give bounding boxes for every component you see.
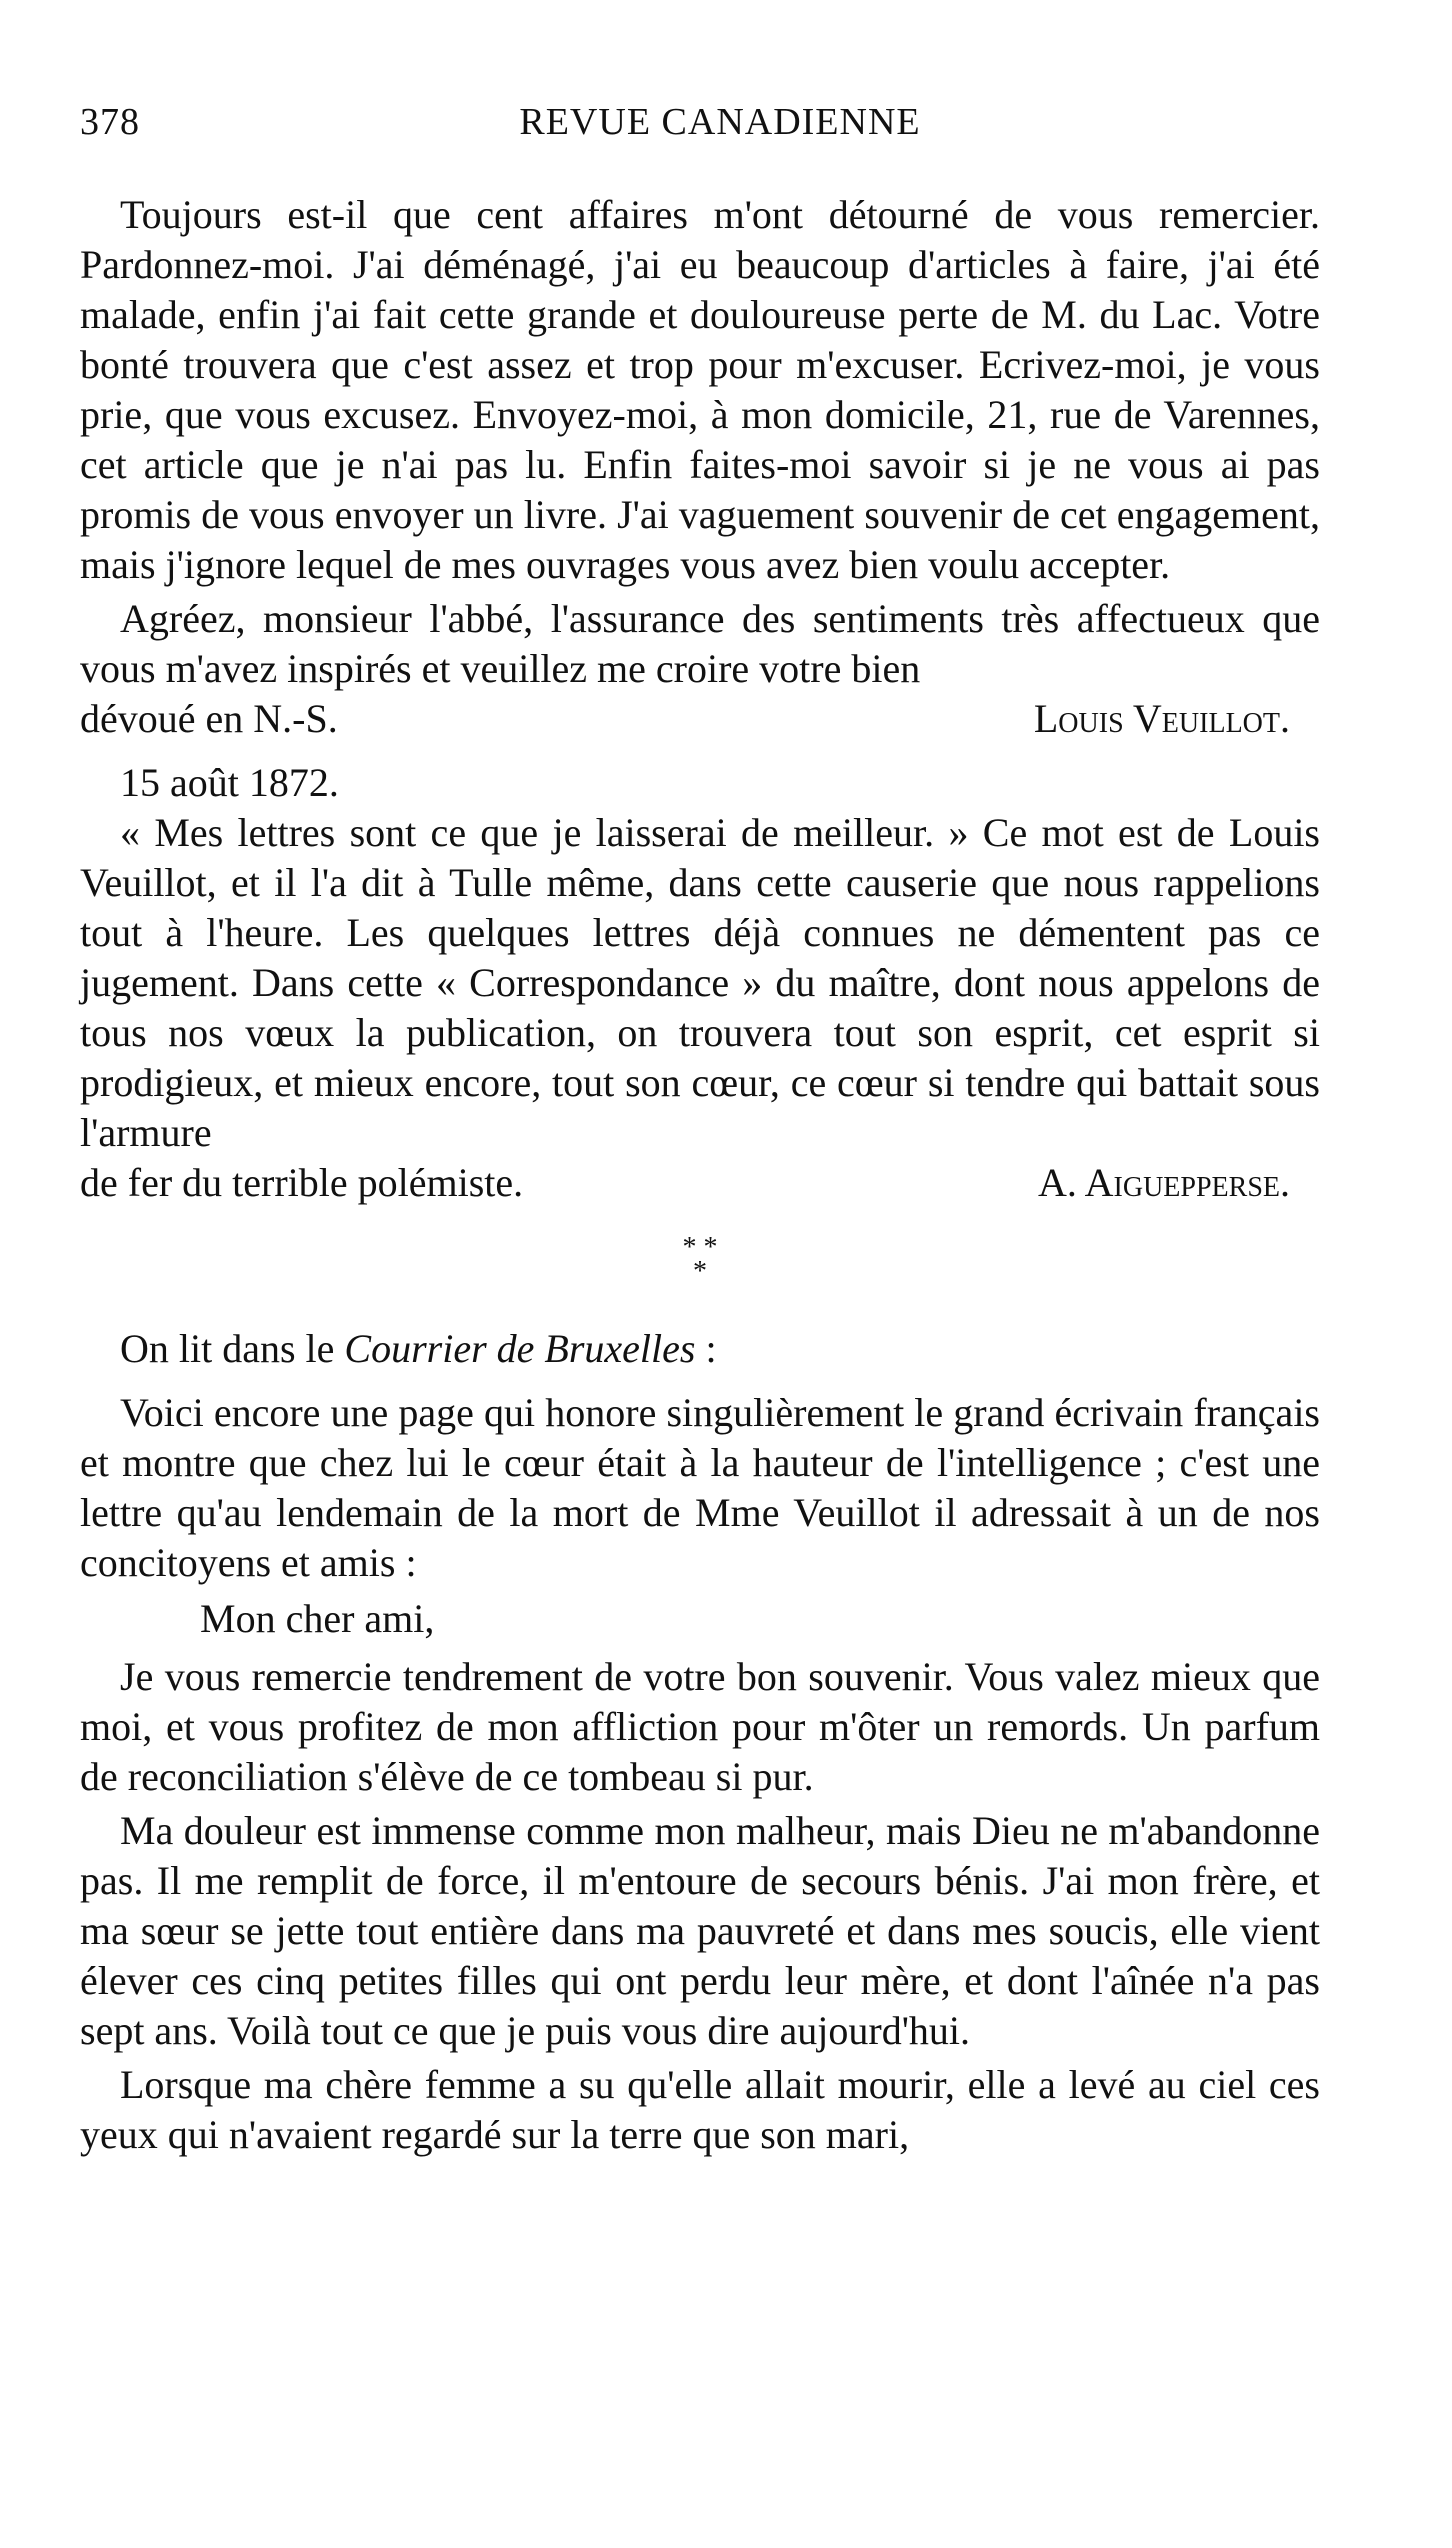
source-title: Courrier de Bruxelles (344, 1326, 696, 1371)
paragraph: Je vous remercie tendrement de votre bon souvenir. Vous valez mieux que moi, et vous profitez de mon affliction pour m'ôter un remords. Un parfum de reconciliation s'élève de ce tombeau si pur. (80, 1654, 1320, 1799)
closing-text: de fer du terrible polémiste. (80, 1160, 524, 1205)
intro-prefix: On lit dans le (120, 1326, 345, 1371)
section-separator (80, 1232, 1320, 1287)
paragraph: Toujours est-il que cent affaires m'ont détourné de vous remercier. Pardonnez-moi. J'ai déménagé, j'ai eu beaucoup d'articles à faire, j'ai été malade, enfin j'ai fait cette grande et douloureuse perte de M. du Lac. Votre bonté trouvera que c'est assez et trop pour m'excuser. Ecrivez-moi, je vous prie, que vous excusez. Envoyez-moi, à mon domicile, 21, rue de Varennes, cet article que je n'ai pas lu. Enfin faites-moi savoir si je ne vous ai pas promis de vous envoyer un livre. J'ai vaguement souvenir de cet engagement, mais j'ignore lequel de mes ouvrages vous avez bien voulu accepter. (80, 192, 1320, 587)
paragraph: Voici encore une page qui honore singulièrement le grand écrivain français et montre que chez lui le cœur était à la hauteur de l'intelligence ; c'est une lettre qu'au lendemain de la mort de Mme Veuillot il adressait à un de nos concitoyens et amis : (80, 1390, 1320, 1585)
dateline: 15 août 1872. (120, 760, 339, 805)
document-page (80, 100, 1320, 2164)
separator-stars-bottom: * (693, 1256, 707, 1287)
intro-suffix: : (695, 1326, 717, 1371)
paragraph: Agréez, monsieur l'abbé, l'assurance des sentiments très affectueux que vous m'avez inspirés et veuillez me croire votre bien (80, 596, 1320, 691)
paragraph: Ma douleur est immense comme mon malheur, mais Dieu ne m'abandonne pas. Il me remplit de force, il m'entoure de secours bénis. J'ai mon frère, et ma sœur se jette tout entière dans ma pauvreté et dans mes soucis, elle vient élever ces cinq petites filles qui ont perdu leur mère, et dont l'aînée n'a pas sept ans. Voilà tout ce que je puis vous dire aujourd'hui. (80, 1808, 1320, 2053)
closing-line (80, 1158, 1320, 1208)
page-header (80, 100, 1320, 160)
running-title: REVUE CANADIENNE (519, 101, 921, 143)
separator-stars-top: * * (682, 1232, 718, 1263)
closing-line (80, 694, 1320, 744)
document-body (80, 190, 1320, 2160)
salutation: Mon cher ami, (200, 1596, 435, 1641)
signature: A. Aiguepperse. (1037, 1160, 1290, 1205)
source-intro (80, 1324, 1320, 1374)
page-number: 378 (80, 101, 140, 143)
closing-text: dévoué en N.-S. (80, 696, 338, 741)
signature: Louis Veuillot. (1033, 696, 1290, 741)
paragraph: « Mes lettres sont ce que je laisserai de meilleur. » Ce mot est de Louis Veuillot, et il l'a dit à Tulle même, dans cette causerie que nous rappelions tout à l'heure. Les quelques lettres déjà connues ne démentent pas ce jugement. Dans cette « Correspondance » du maître, dont nous appelons de tous nos vœux la publication, on trouvera tout son esprit, cet esprit si prodigieux, et mieux encore, tout son cœur, ce cœur si tendre qui battait sous l'armure (80, 810, 1320, 1155)
paragraph: Lorsque ma chère femme a su qu'elle allait mourir, elle a levé au ciel ces yeux qui n'avaient regardé sur la terre que son mari, (80, 2062, 1320, 2157)
